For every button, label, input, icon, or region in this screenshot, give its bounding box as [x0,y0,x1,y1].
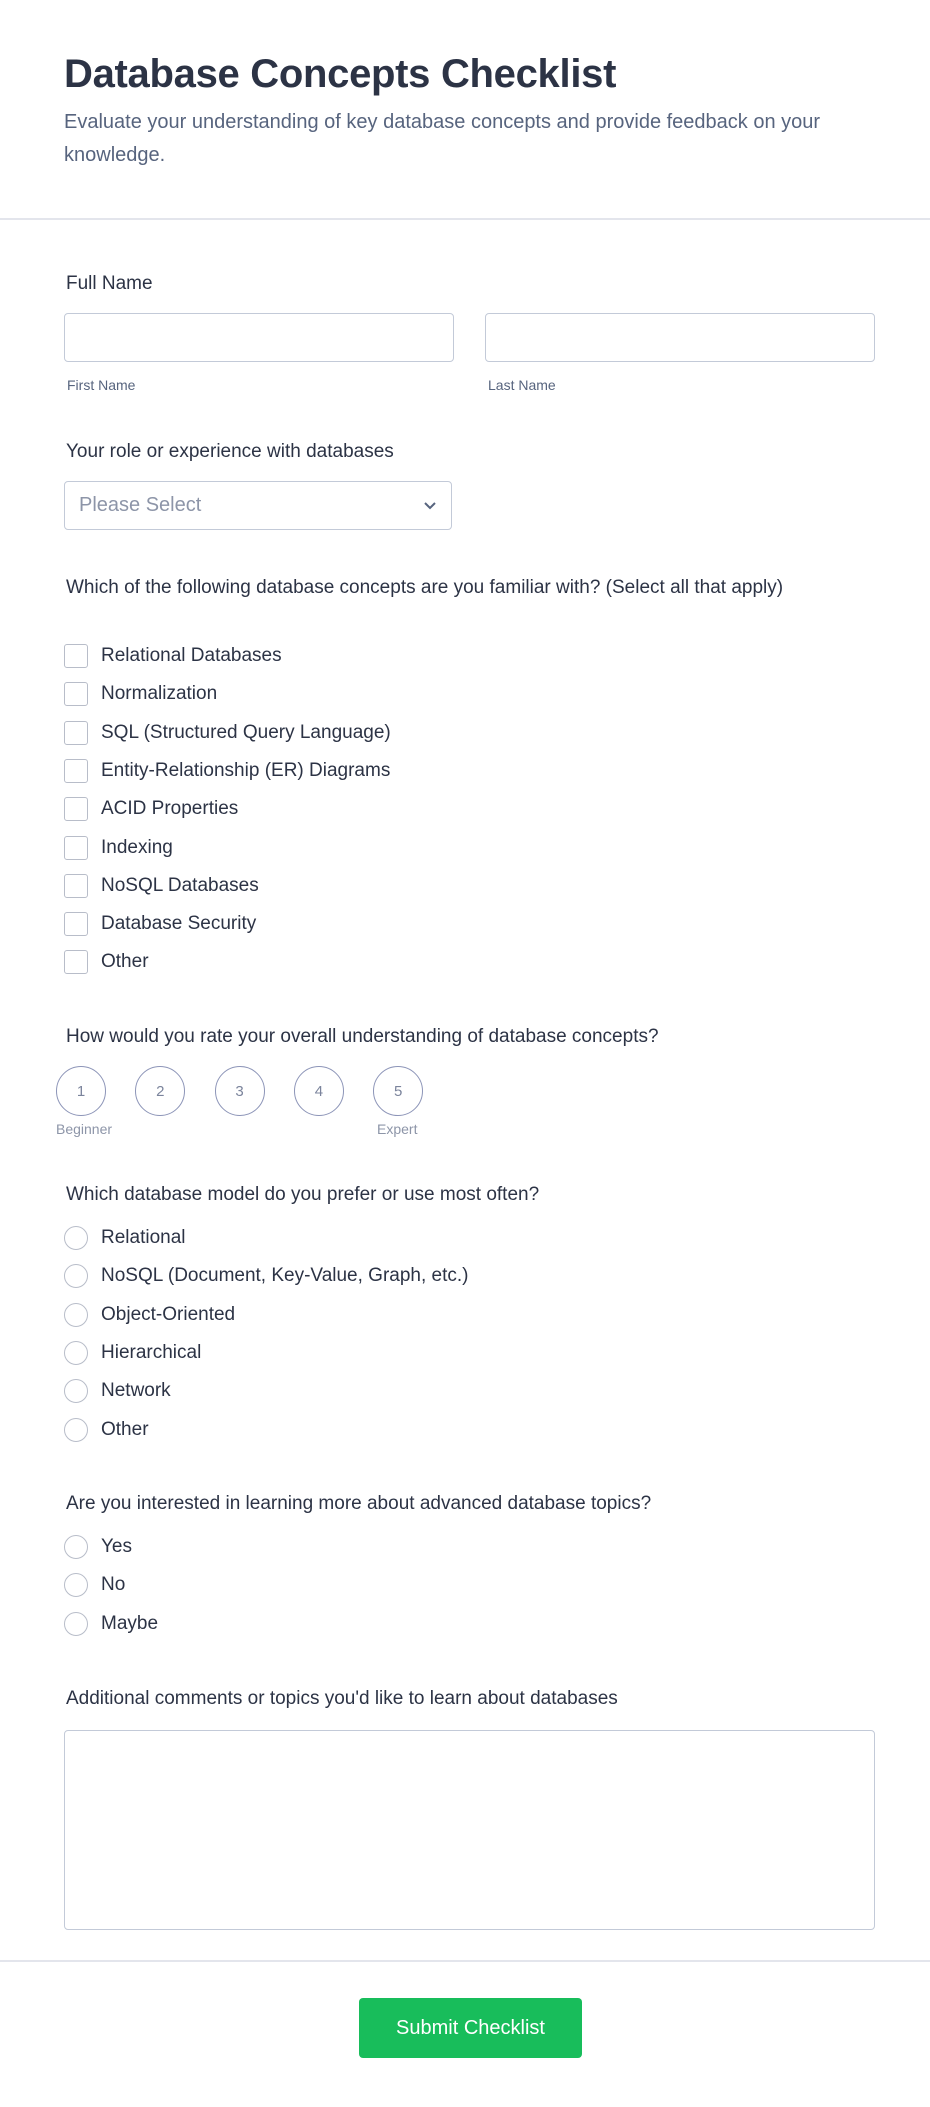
option-label: Entity-Relationship (ER) Diagrams [101,759,391,781]
radio-button[interactable] [64,1303,88,1327]
model-label: Which database model do you prefer or use most often? [66,1184,540,1205]
rating-min-label: Beginner [56,1121,113,1137]
checkbox[interactable] [64,950,88,974]
option-label: NoSQL Databases [101,874,259,896]
interest-option[interactable] [64,1612,158,1636]
last-name-input[interactable] [485,313,875,362]
concept-option[interactable] [64,912,256,936]
option-label: Other [101,951,149,973]
radio-button[interactable] [64,1418,88,1442]
first-name-input[interactable] [64,313,454,362]
interest-label: Are you interested in learning more about advanced database topics? [66,1493,652,1514]
checkbox[interactable] [64,721,88,745]
role-select-value: Please Select [79,494,202,516]
option-label: Normalization [101,683,218,705]
last-name-sublabel: Last Name [488,377,556,393]
option-label: Object-Oriented [101,1303,236,1325]
full-name-label: Full Name [66,273,153,294]
concept-option[interactable] [64,950,149,974]
radio-button[interactable] [64,1535,88,1559]
radio-button[interactable] [64,1226,88,1250]
option-label: Relational Databases [101,645,282,666]
checkbox[interactable] [64,912,88,936]
option-label: Network [101,1380,171,1402]
divider [0,218,930,220]
rating-label: How would you rate your overall understanding of database concepts? [66,1026,659,1047]
option-label: ACID Properties [101,798,239,820]
radio-button[interactable] [64,1573,88,1597]
checkbox[interactable] [64,836,88,860]
rating-option-5[interactable]: 5 [373,1066,423,1116]
radio-button[interactable] [64,1264,88,1288]
option-label: Hierarchical [101,1341,202,1363]
model-option[interactable] [64,1226,186,1250]
option-label: NoSQL (Document, Key-Value, Graph, etc.) [101,1265,469,1287]
concept-option[interactable] [64,836,173,860]
rating-option-4[interactable]: 4 [294,1066,344,1116]
page-title: Database Concepts Checklist [64,52,617,96]
interest-option[interactable] [64,1535,132,1559]
model-option[interactable] [64,1341,201,1365]
model-option[interactable] [64,1303,235,1327]
option-label: Other [101,1418,149,1440]
concept-option[interactable] [64,874,259,898]
concept-option[interactable] [64,759,390,783]
rating-option-3[interactable]: 3 [215,1066,265,1116]
radio-button[interactable] [64,1379,88,1403]
option-label: Relational [101,1227,186,1248]
concept-option[interactable] [64,721,391,745]
chevron-down-icon [423,501,437,511]
rating-option-1[interactable]: 1 [56,1066,106,1116]
option-label: Maybe [101,1612,159,1634]
checkbox[interactable] [64,797,88,821]
concept-option[interactable] [64,682,217,706]
concepts-label: Which of the following database concepts are you familiar with? (Select all that apply) [66,577,784,598]
checkbox[interactable] [64,682,88,706]
role-label: Your role or experience with databases [66,441,394,462]
footer-divider [0,1960,930,1962]
option-label: Yes [101,1536,132,1557]
model-option[interactable] [64,1379,171,1403]
page-subtitle: Evaluate your understanding of key database concepts and provide feedback on your knowledge. [64,111,821,166]
option-label: Indexing [101,836,173,858]
checkbox[interactable] [64,874,88,898]
model-option[interactable] [64,1418,149,1442]
model-option[interactable] [64,1264,469,1288]
role-select[interactable] [64,481,452,530]
submit-button[interactable]: Submit Checklist [359,1998,582,2058]
checkbox[interactable] [64,759,88,783]
concept-option[interactable] [64,797,238,821]
option-label: Database Security [101,913,257,935]
option-label: No [101,1574,126,1596]
comments-label: Additional comments or topics you'd like to learn about databases [66,1688,618,1709]
first-name-sublabel: First Name [67,377,136,393]
interest-option[interactable] [64,1573,125,1597]
radio-button[interactable] [64,1612,88,1636]
radio-button[interactable] [64,1341,88,1365]
concept-option[interactable] [64,644,282,668]
comments-textarea[interactable] [64,1730,875,1930]
checkbox[interactable] [64,644,88,668]
rating-option-2[interactable]: 2 [135,1066,185,1116]
rating-max-label: Expert [377,1121,418,1137]
option-label: SQL (Structured Query Language) [101,721,391,743]
